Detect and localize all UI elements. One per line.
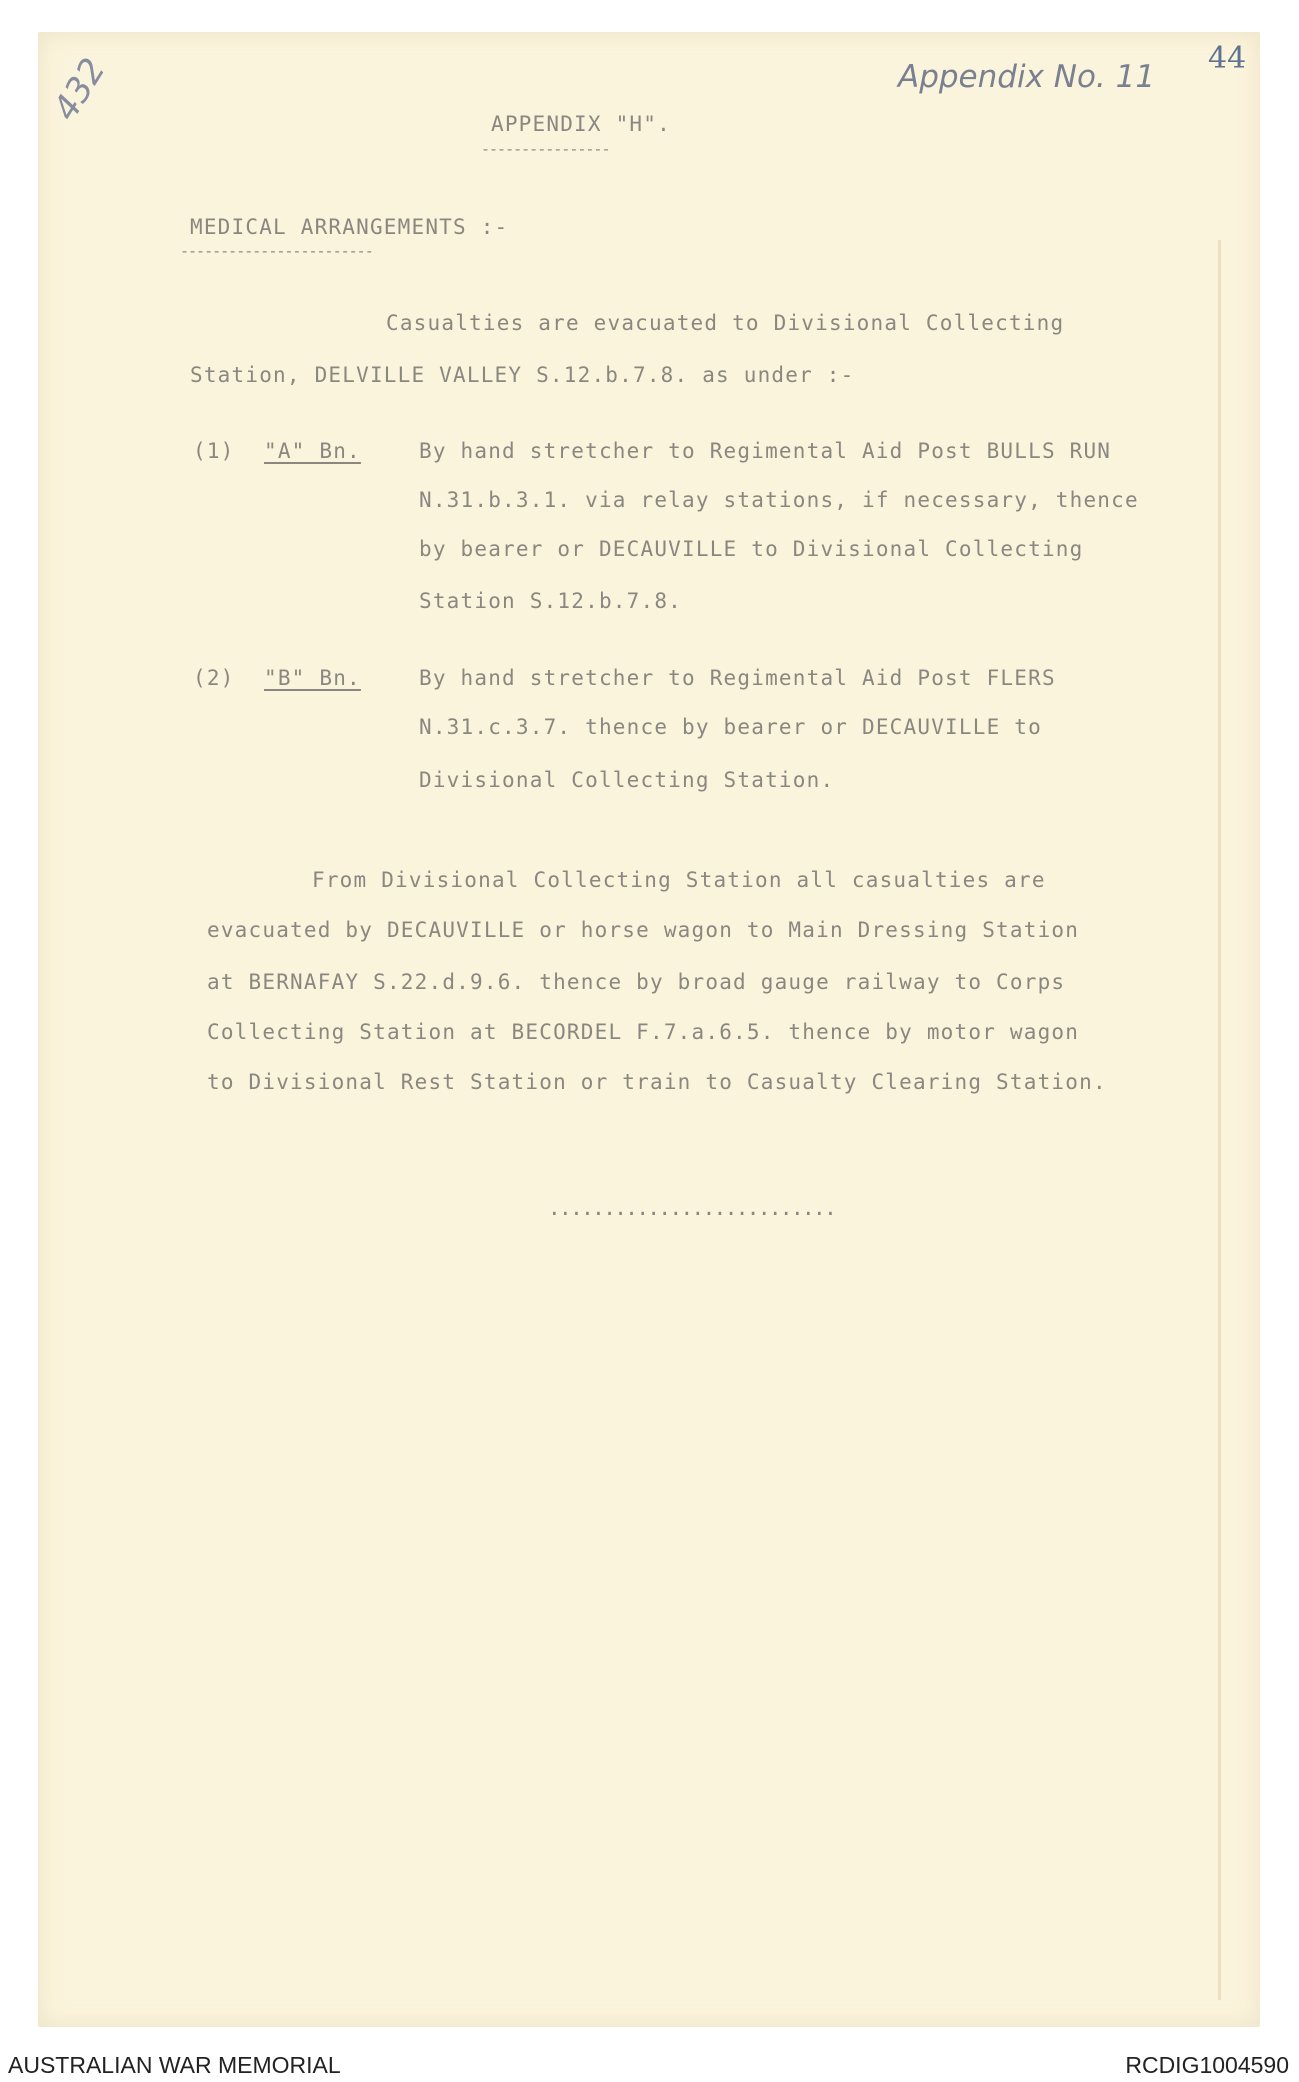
folio-number-left: 432 bbox=[45, 51, 114, 128]
closing-line-5: to Divisional Rest Station or train to Casualty Clearing Station. bbox=[207, 1070, 1107, 1094]
folio-number-right: 44 bbox=[1208, 41, 1247, 76]
closing-line-1: From Divisional Collecting Station all casualties are bbox=[312, 868, 1046, 892]
item-1-line-1: By hand stretcher to Regimental Aid Post BULLS RUN bbox=[419, 439, 1112, 463]
closing-line-3: at BERNAFAY S.22.d.9.6. thence by broad gauge railway to Corps bbox=[207, 970, 1066, 994]
item-2-line-1: By hand stretcher to Regimental Aid Post FLERS bbox=[419, 666, 1056, 690]
end-of-text-mark: .......................... bbox=[548, 1196, 836, 1220]
item-2-unit: "B" Bn. bbox=[264, 666, 361, 690]
appendix-note: Appendix No. 11 bbox=[898, 59, 1156, 95]
item-2-line-3: Divisional Collecting Station. bbox=[419, 768, 835, 792]
item-1-number: (1) bbox=[193, 439, 235, 463]
document-title: APPENDIX "H". bbox=[491, 112, 671, 136]
item-2-number: (2) bbox=[193, 666, 235, 690]
closing-line-4: Collecting Station at BECORDEL F.7.a.6.5. thence by motor wagon bbox=[207, 1020, 1080, 1044]
title-underline: ---------------- bbox=[481, 142, 610, 157]
paper-crease bbox=[1218, 240, 1221, 2000]
section-heading: MEDICAL ARRANGEMENTS :- bbox=[190, 215, 509, 239]
closing-line-2: evacuated by DECAUVILLE or horse wagon to Main Dressing Station bbox=[207, 918, 1080, 942]
section-underline: ------------------------ bbox=[180, 244, 373, 259]
item-1-line-3: by bearer or DECAUVILLE to Divisional Collecting bbox=[419, 537, 1084, 561]
footer-archive-name: AUSTRALIAN WAR MEMORIAL bbox=[8, 2052, 341, 2078]
intro-line-2: Station, DELVILLE VALLEY S.12.b.7.8. as under :- bbox=[190, 363, 855, 387]
item-1-line-4: Station S.12.b.7.8. bbox=[419, 589, 683, 613]
item-1-unit: "A" Bn. bbox=[264, 439, 361, 463]
item-2-line-2: N.31.c.3.7. thence by bearer or DECAUVILLE to bbox=[419, 715, 1042, 739]
intro-line-1: Casualties are evacuated to Divisional Collecting bbox=[386, 311, 1065, 335]
footer-record-id: RCDIG1004590 bbox=[1125, 2052, 1289, 2078]
item-1-line-2: N.31.b.3.1. via relay stations, if necessary, thence bbox=[419, 488, 1139, 512]
